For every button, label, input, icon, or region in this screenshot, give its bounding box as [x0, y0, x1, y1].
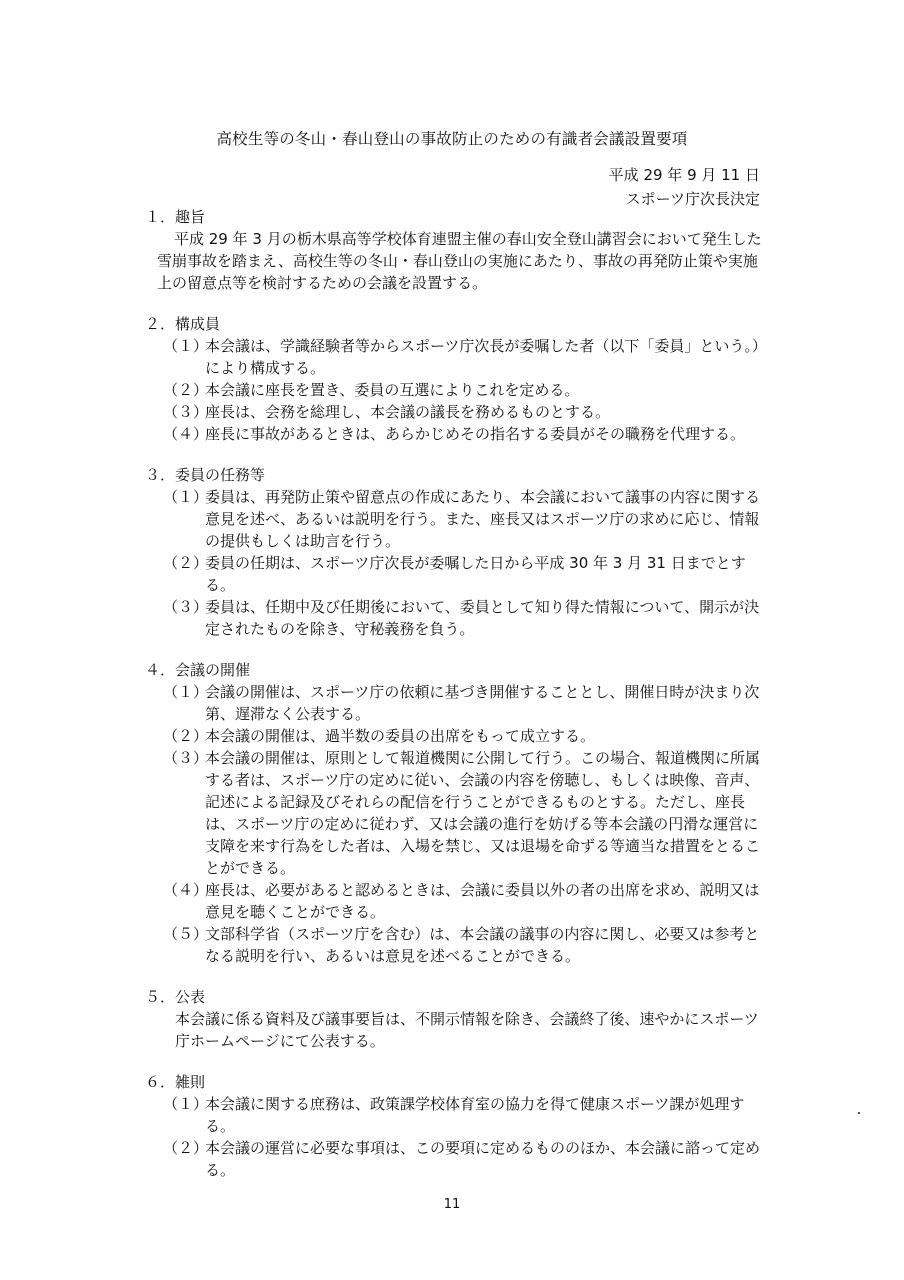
section-meetings	[145, 659, 767, 967]
item-text: 本会議は、学識経験者等からスポーツ庁次長が委嘱した者（以下「委員」という。）により構成する。	[205, 337, 767, 377]
document-body	[145, 206, 767, 1200]
item-text: 委員は、再発防止策や留意点の作成にあたり、本会議において議事の内容に関する意見を述べ、あるいは説明を行う。また、座長又はスポーツ庁の求めに応じ、情報の提供もしくは助言を行う。	[205, 488, 761, 550]
list-item	[145, 725, 767, 747]
list-item	[145, 923, 767, 967]
date-block	[609, 163, 760, 211]
item-number: （５）	[163, 925, 209, 943]
list-item	[145, 423, 767, 445]
item-number: （２）	[163, 381, 209, 399]
document-title: 高校生等の冬山・春山登山の事故防止のための有識者会議設置要項	[216, 130, 688, 148]
section-miscellaneous	[145, 1071, 767, 1181]
item-number: （２）	[163, 727, 209, 745]
item-number: （３）	[163, 598, 209, 616]
list-item	[145, 747, 767, 879]
section-publication	[145, 986, 767, 1052]
item-number: （３）	[163, 403, 209, 421]
section-purpose	[145, 206, 767, 294]
list-item	[145, 486, 767, 552]
item-number: （１）	[163, 683, 209, 701]
list-item	[145, 596, 767, 640]
list-item	[145, 335, 767, 379]
item-number: （２）	[163, 554, 209, 572]
section-heading: ３．委員の任務等	[145, 466, 266, 484]
item-number: （３）	[163, 749, 209, 767]
section-members	[145, 313, 767, 445]
list-item	[145, 1137, 767, 1181]
item-number: （１）	[163, 488, 209, 506]
list-item	[145, 879, 767, 923]
item-text: 本会議の開催は、原則として報道機関に公開して行う。この場合、報道機関に所属する者は、スポーツ庁の定めに従い、会議の内容を傍聴し、もしくは映像、音声、記述による記録及びそれらの配信を行うことができるものとする。ただし、座長は、スポーツ庁の定めに従わず、又は会議の進行を妨げる等本会議の円滑な運営に支障を来す行為をした者は、入場を禁じ、又は退場を命ずる等適当な措置をとることができる。	[205, 749, 761, 877]
section-heading: ６．雑則	[145, 1073, 206, 1091]
decision-date: 平成 29 年 9 月 11 日	[608, 166, 760, 184]
item-text: 本会議の運営に必要な事項は、この要項に定めるもののほか、本会議に諮って定める。	[205, 1139, 761, 1179]
list-item	[145, 1093, 767, 1137]
section-heading: ５．公表	[145, 988, 206, 1006]
section-heading: ２．構成員	[145, 315, 221, 333]
decider: スポーツ庁次長決定	[625, 190, 760, 208]
item-text: 本会議の開催は、過半数の委員の出席をもって成立する。	[205, 727, 596, 745]
item-text: 文部科学省（スポーツ庁を含む）は、本会議の議事の内容に関し、必要又は参考となる説明を行い、あるいは意見を述べることができる。	[205, 925, 760, 965]
item-number: （２）	[163, 1139, 209, 1157]
item-text: 会議の開催は、スポーツ庁の依頼に基づき開催することとし、開催日時が決まり次第、遅滞なく公表する。	[205, 683, 760, 723]
page-number: 11	[443, 1197, 461, 1212]
scan-speck	[858, 1112, 860, 1114]
section-heading: ４．会議の開催	[145, 661, 251, 679]
list-item	[145, 401, 767, 423]
item-text: 委員は、任期中及び任期後において、委員として知り得た情報について、開示が決定されたものを除き、守秘義務を負う。	[205, 598, 760, 638]
list-item	[145, 681, 767, 725]
item-number: （４）	[163, 425, 209, 443]
section-paragraph: 本会議に係る資料及び議事要旨は、不開示情報を除き、会議終了後、速やかにスポーツ庁ホームページにて公表する。	[175, 1010, 759, 1050]
section-heading: １．趣旨	[145, 208, 206, 226]
list-item	[145, 379, 767, 401]
section-paragraph: 平成 29 年 3 月の栃木県高等学校体育連盟主催の春山安全登山講習会において発生した雪崩事故を踏まえ、高校生等の冬山・春山登山の実施にあたり、事故の再発防止策や実施上の留意点等を検討するための会議を設置する。	[157, 230, 762, 292]
item-text: 座長は、会務を総理し、本会議の議長を務めるものとする。	[205, 403, 611, 421]
item-text: 座長は、必要があると認めるときは、会議に委員以外の者の出席を求め、説明又は意見を聴くことができる。	[205, 881, 760, 921]
item-text: 委員の任期は、スポーツ庁次長が委嘱した日から平成 30 年 3 月 31 日までとする。	[205, 554, 746, 594]
section-duties	[145, 464, 767, 640]
item-number: （４）	[163, 881, 209, 899]
item-number: （１）	[163, 337, 209, 355]
item-text: 本会議に関する庶務は、政策課学校体育室の協力を得て健康スポーツ課が処理する。	[205, 1095, 745, 1135]
item-text: 座長に事故があるときは、あらかじめその指名する委員がその職務を代理する。	[205, 425, 746, 443]
item-text: 本会議に座長を置き、委員の互選によりこれを定める。	[205, 381, 580, 399]
list-item	[145, 552, 767, 596]
item-number: （１）	[163, 1095, 209, 1113]
